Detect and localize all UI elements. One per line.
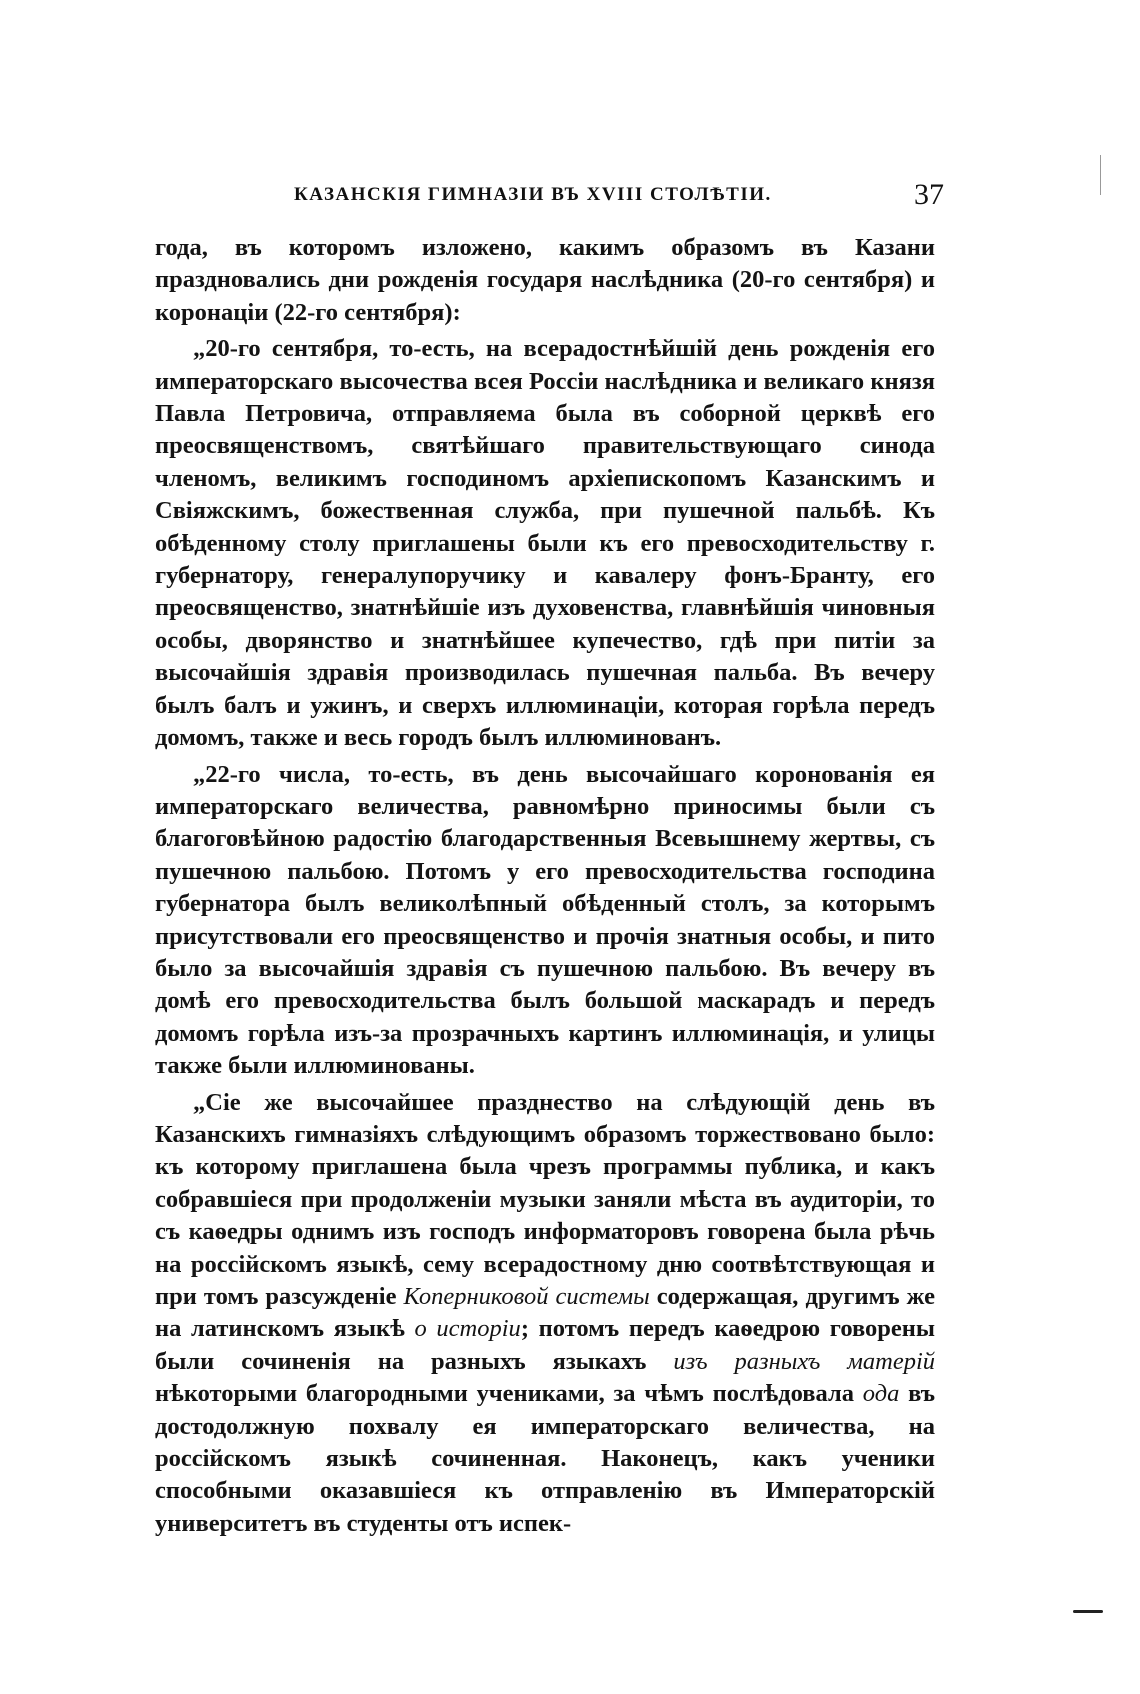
running-head <box>274 178 944 214</box>
paragraph-1: года, въ которомъ изложено, какимъ образомъ въ Казани праздновались дни рожденія государя наслѣдника (20-го сентября) и коронаціи (22-го сентября): <box>155 234 935 326</box>
italic-phrase: ода <box>862 1380 900 1408</box>
paragraph-4-text: нѣкоторыми благородными учениками, за чѣмъ послѣдовала <box>155 1380 863 1408</box>
scan-edge-mark <box>1100 155 1101 195</box>
paragraph-3: „22-го числа, то-есть, въ день высочайшаго коронованія ея императорскаго величества, равномѣрно приносимы были съ благоговѣйною радостію благодарственныя Всевышнему жертвы, съ пушечною пальбою. Потомъ у его превосходительства господина губернатора былъ великолѣпный обѣденный столъ, за которымъ присутствовали его преосвященство и прочія знатныя особы, и пито было за высочайшія здравія съ пушечною пальбою. Въ вечеру въ домѣ его превосходительства былъ большой маскарадъ и передъ домомъ горѣла изъ-за прозрачныхъ картинъ иллюминація, и улицы также были иллюминованы. <box>155 760 935 1080</box>
margin-mark <box>1073 1610 1103 1613</box>
paragraph-4-text: ; потомъ передъ каѳедрою говорены были сочиненія на разныхъ языкахъ <box>155 1315 936 1375</box>
running-title: КАЗАНСКІЯ ГИМНАЗІИ ВЪ XVIII СТОЛѢТІИ. <box>294 184 772 205</box>
paragraph-4-text: содержащая, другимъ же на латинскомъ языкѣ <box>155 1283 935 1343</box>
italic-phrase: о исторіи <box>414 1315 521 1343</box>
paragraph-4-text: въ достодолжную похвалу ея императорскаго величества, на россійскомъ языкѣ сочиненная. Наконецъ, какъ ученики способными оказавшіеся къ отправленію въ Императорскій университетъ въ студенты отъ испек- <box>155 1380 936 1537</box>
paragraph-4 <box>155 1087 935 1541</box>
paragraph-4-text: „Сіе же высочайшее празднество на слѣдующій день въ Казанскихъ гимназіяхъ слѣдующимъ образомъ торжествовано было: къ которому приглашена была чрезъ программы публика, и какъ собравшіеся при продолженіи музыки заняли мѣста въ аудиторіи, то съ каѳедры однимъ изъ господъ информаторовъ говорена была рѣчь на россійскомъ языкѣ, сему всерадостному дню соотвѣтствующая и при томъ разсужденіе <box>155 1088 935 1310</box>
italic-phrase: Коперниковой системы <box>403 1283 650 1310</box>
paragraph-2: „20-го сентября, то-есть, на всерадостнѣйшій день рожденія его императорскаго высочества всея Россіи наслѣдника и великаго князя Павла Петровича, отправляема была въ соборной церквѣ его преосвященствомъ, святѣйшаго правительствующаго синода членомъ, великимъ господиномъ архіепископомъ Казанскимъ и Свіяжскимъ, божественная служба, при пушечной пальбѣ. Къ обѣденному столу приглашены были къ его превосходительству г. губернатору, генералупоручику и кавалеру фонъ-Бранту, его преосвященство, знатнѣйшіе изъ духовенства, главнѣйшія чиновныя особы, дворянство и знатнѣйшее купечество, гдѣ при питіи за высочайшія здравія производилась пушечная пальба. Въ вечеру былъ балъ и ужинъ, и сверхъ иллюминаціи, которая горѣла передъ домомъ, также и весь городъ былъ иллюминованъ. <box>155 335 935 752</box>
body-text <box>155 232 935 1540</box>
italic-phrase: изъ разныхъ матерій <box>673 1347 936 1375</box>
page-number: 37 <box>914 178 944 211</box>
